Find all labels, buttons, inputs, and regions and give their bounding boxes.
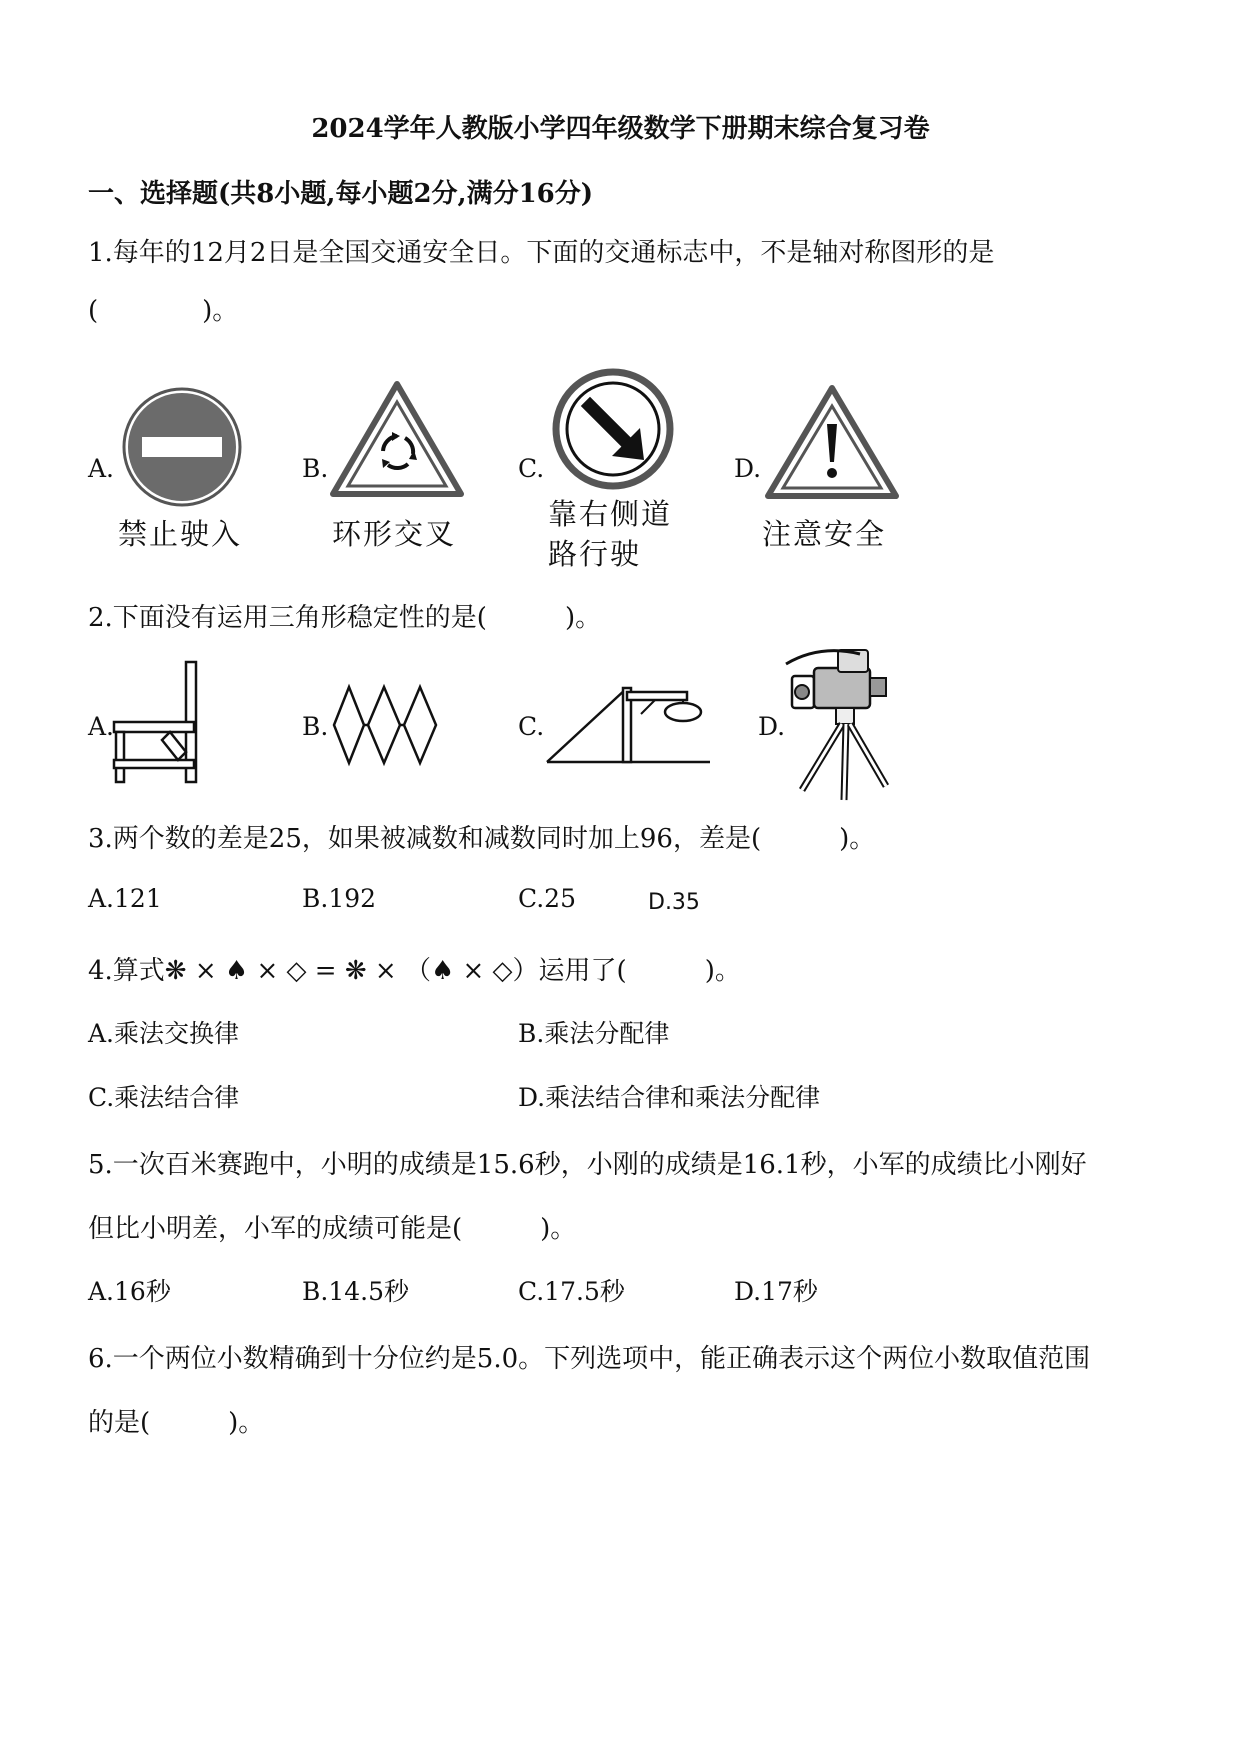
hanging-sign-post-icon <box>545 680 715 770</box>
roundabout-sign-icon <box>330 380 465 500</box>
q4-option-a: A.乘法交换律 <box>88 1019 240 1048</box>
q2-option-a-label: A. <box>88 712 115 741</box>
q1-option-c-label: C. <box>518 454 545 483</box>
question-5-text-line1: 5.一次百米赛跑中，小明的成绩是15.6秒，小刚的成绩是16.1秒，小军的成绩比小刚好 <box>88 1150 1087 1180</box>
question-1-text: 1.每年的12月2日是全国交通安全日。下面的交通标志中，不是轴对称图形的是 <box>88 238 995 268</box>
lattice-gate-icon <box>332 685 438 765</box>
question-1-blank: ( )。 <box>88 296 239 326</box>
q4-option-c: C.乘法结合律 <box>88 1083 240 1112</box>
q3-option-d: D.35 <box>648 890 700 915</box>
q1-option-c-caption-line1: 靠右侧道 <box>548 497 673 531</box>
q3-option-b: B.192 <box>302 884 377 913</box>
q5-option-a: A.16秒 <box>88 1277 171 1306</box>
q2-option-c-label: C. <box>518 712 545 741</box>
q5-option-b: B.14.5秒 <box>302 1277 409 1306</box>
question-6-text-line1: 6.一个两位小数精确到十分位约是5.0。下列选项中，能正确表示这个两位小数取值范围 <box>88 1344 1091 1374</box>
q5-option-c: C.17.5秒 <box>518 1277 625 1306</box>
question-3-text: 3.两个数的差是25，如果被减数和减数同时加上96，差是( )。 <box>88 824 876 854</box>
q3-option-a: A.121 <box>88 884 162 913</box>
q4-option-d: D.乘法结合律和乘法分配律 <box>518 1083 821 1112</box>
q2-option-d-label: D. <box>758 712 786 741</box>
q1-option-d-label: D. <box>734 454 762 483</box>
q1-option-b-caption: 环形交叉 <box>332 517 457 551</box>
q1-option-b-label: B. <box>302 454 329 483</box>
q1-option-a-label: A. <box>88 454 115 483</box>
question-4-text: 4.算式❋ × ♠ × ◇ = ❋ × （♠ × ◇）运用了( )。 <box>88 956 741 986</box>
caution-sign-icon <box>764 384 900 502</box>
chair-brace-icon <box>110 660 205 785</box>
question-5-text-line2: 但比小明差，小军的成绩可能是( )。 <box>88 1214 577 1244</box>
q1-option-d-caption: 注意安全 <box>762 517 887 551</box>
q3-option-c: C.25 <box>518 884 576 913</box>
section-heading: 一、选择题(共8小题,每小题2分,满分16分) <box>88 179 594 209</box>
q2-option-b-label: B. <box>302 712 329 741</box>
q5-option-d: D.17秒 <box>734 1277 818 1306</box>
q4-option-b: B.乘法分配律 <box>518 1019 670 1048</box>
keep-right-sign-icon <box>552 368 674 490</box>
no-entry-sign-icon <box>120 385 245 510</box>
q1-option-a-caption: 禁止驶入 <box>118 517 243 551</box>
question-2-text: 2.下面没有运用三角形稳定性的是( )。 <box>88 603 602 633</box>
page-title: 2024学年人教版小学四年级数学下册期末综合复习卷 <box>311 114 930 144</box>
q1-option-c-caption-line2: 路行驶 <box>548 537 642 571</box>
question-6-text-line2: 的是( )。 <box>88 1408 265 1438</box>
camera-tripod-icon <box>780 640 920 805</box>
